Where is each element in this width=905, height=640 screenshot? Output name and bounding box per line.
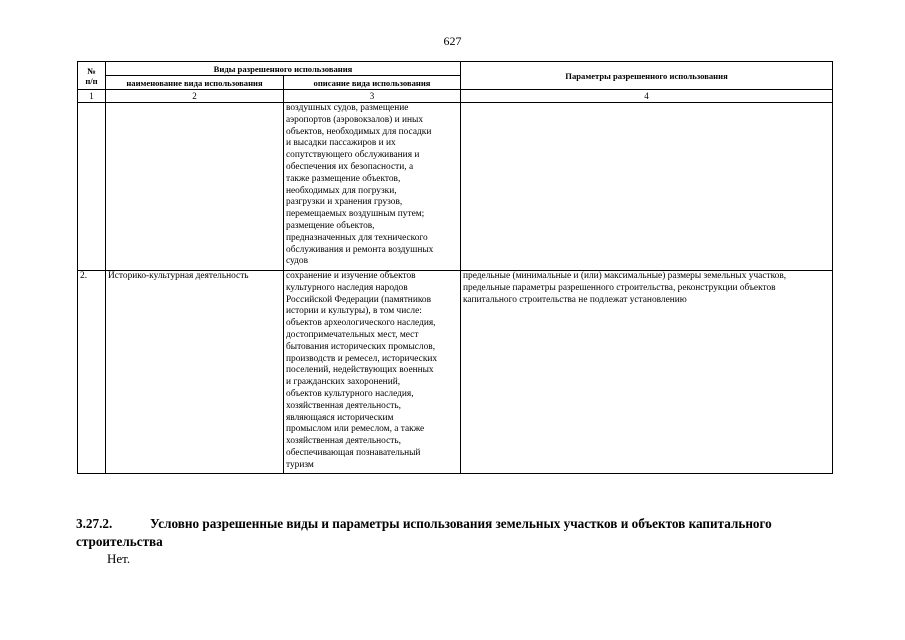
table-row xyxy=(78,271,833,474)
row-use-description: сохранение и изучение объектов культурного наследия народов Российской Федерации (памятников истории и культуры), в том числе: объектов археологического наследия, достопримечательных мест, мест бытования исторических промыслов, производств и ремесел, исторических поселений, недействующих военных и гражданских захоронений, объектов культурного наследия, хозяйственная деятельность, являющаяся историческим промыслом или ремеслом, а также хозяйственная деятельность, обеспечивающая познавательный туризм xyxy=(284,271,461,474)
page-number: 627 xyxy=(443,34,462,48)
column-number-row xyxy=(78,90,833,103)
section-heading xyxy=(76,515,836,551)
row-use-name xyxy=(106,103,284,271)
column-number: 3 xyxy=(284,90,461,103)
section-number: 3.27.2. xyxy=(76,516,113,531)
section-title: Условно разрешенные виды и параметры использования земельных участков и объектов капитального строительства xyxy=(76,516,772,549)
table-row xyxy=(78,103,833,271)
header-use-name: наименование вида использования xyxy=(106,76,284,90)
row-number xyxy=(78,103,106,271)
row-use-name: Историко-культурная деятельность xyxy=(106,271,284,474)
row-parameters: предельные (минимальные и (или) максимальные) размеры земельных участков, предельные параметры разрешенного строительства, реконструкции объектов капитального строительства не подлежат установлению xyxy=(461,271,833,474)
column-number: 2 xyxy=(106,90,284,103)
section-answer: Нет. xyxy=(107,551,131,566)
column-number: 4 xyxy=(461,90,833,103)
header-number: № п/п xyxy=(78,62,106,90)
permitted-use-table xyxy=(77,61,833,474)
header-parameters: Параметры разрешенного использования xyxy=(461,62,833,90)
header-use-types: Виды разрешенного использования xyxy=(106,62,461,76)
row-use-description: воздушных судов, размещение аэропортов (аэровокзалов) и иных объектов, необходимых для посадки и высадки пассажиров и их сопутствующего обслуживания и обеспечения их безопасности, а также размещение объектов, необходимых для погрузки, разгрузки и хранения грузов, перемещаемых воздушным путем; размещение объектов, предназначенных для технического обслуживания и ремонта воздушных судов xyxy=(284,103,461,271)
row-number: 2. xyxy=(78,271,106,474)
header-use-description: описание вида использования xyxy=(284,76,461,90)
row-parameters xyxy=(461,103,833,271)
column-number: 1 xyxy=(78,90,106,103)
